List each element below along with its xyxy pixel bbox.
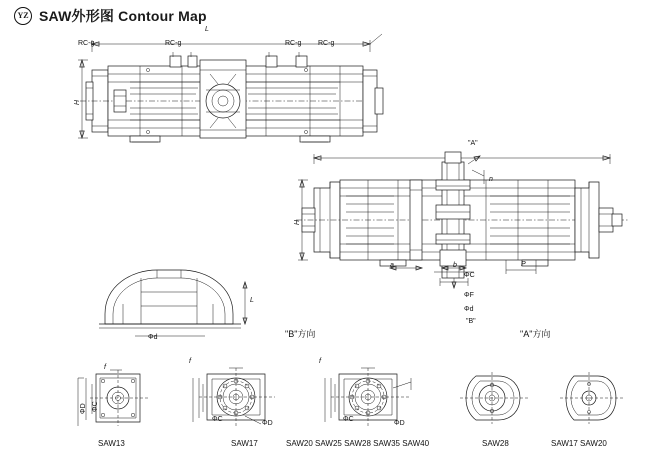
b-direction-label: "B"方向 [285, 329, 316, 339]
top-view-height-label: H [74, 99, 81, 105]
side-view-mark-b: "B" [466, 318, 476, 325]
base-view-phi-d-label: Φd [148, 334, 158, 341]
top-view-length-label: L [205, 26, 209, 33]
a-direction-label: "A"方向 [520, 329, 551, 339]
flange1-label-phi-c: ΦC [92, 401, 99, 412]
flange2-caption: SAW17 [231, 439, 258, 448]
port-label-2: RC-g [165, 40, 182, 47]
side-view-b-label: b [453, 262, 457, 269]
flange2-label-phi-d: ΦD [262, 420, 273, 427]
flange-view-saw20-40 [315, 364, 430, 432]
page-header [14, 6, 207, 26]
side-view-mark-a: "A" [468, 140, 478, 147]
flange2-label-phi-c: ΦC [212, 416, 223, 423]
flange3-label-f: f [319, 358, 321, 365]
side-view-phi-f-label: ΦF [464, 292, 474, 299]
flange3-caption: SAW20 SAW25 SAW28 SAW35 SAW40 [286, 439, 430, 448]
flange3-label-phi-c: ΦC [343, 416, 354, 423]
flange1-label-phi-d: ΦD [80, 403, 87, 414]
flange-view-saw28 [458, 368, 538, 430]
base-pedestal-view [95, 262, 255, 332]
top-assembly-view [70, 30, 390, 150]
side-view-phi-c-label: ΦC [464, 272, 475, 279]
side-view-height-label: H [294, 219, 301, 225]
flange2-label-f: f [189, 358, 191, 365]
base-view-l-label: L [250, 297, 254, 304]
flange-view-saw13 [70, 368, 170, 430]
company-logo-icon: YZ [14, 7, 32, 25]
port-label-4: RC-g [318, 40, 335, 47]
flange1-caption: SAW13 [98, 439, 125, 448]
port-label-1: RC-g [78, 40, 95, 47]
flange1-label-f: f [104, 364, 106, 371]
flange4-caption: SAW28 [482, 439, 509, 448]
side-view-p-label: P [521, 261, 526, 268]
page-title: SAW外形图 Contour Map [39, 8, 207, 24]
flange-view-saw17-saw20 [558, 368, 634, 430]
side-view-n-label: n [489, 176, 493, 183]
side-view-a-label: a [390, 262, 394, 269]
side-view-phi-d-label: Φd [464, 306, 474, 313]
flange-view-saw17 [185, 364, 295, 432]
side-assembly-view [290, 150, 635, 290]
port-label-3: RC-g [285, 40, 302, 47]
flange5-caption: SAW17 SAW20 [551, 439, 607, 448]
flange3-label-phi-d: ΦD [394, 420, 405, 427]
